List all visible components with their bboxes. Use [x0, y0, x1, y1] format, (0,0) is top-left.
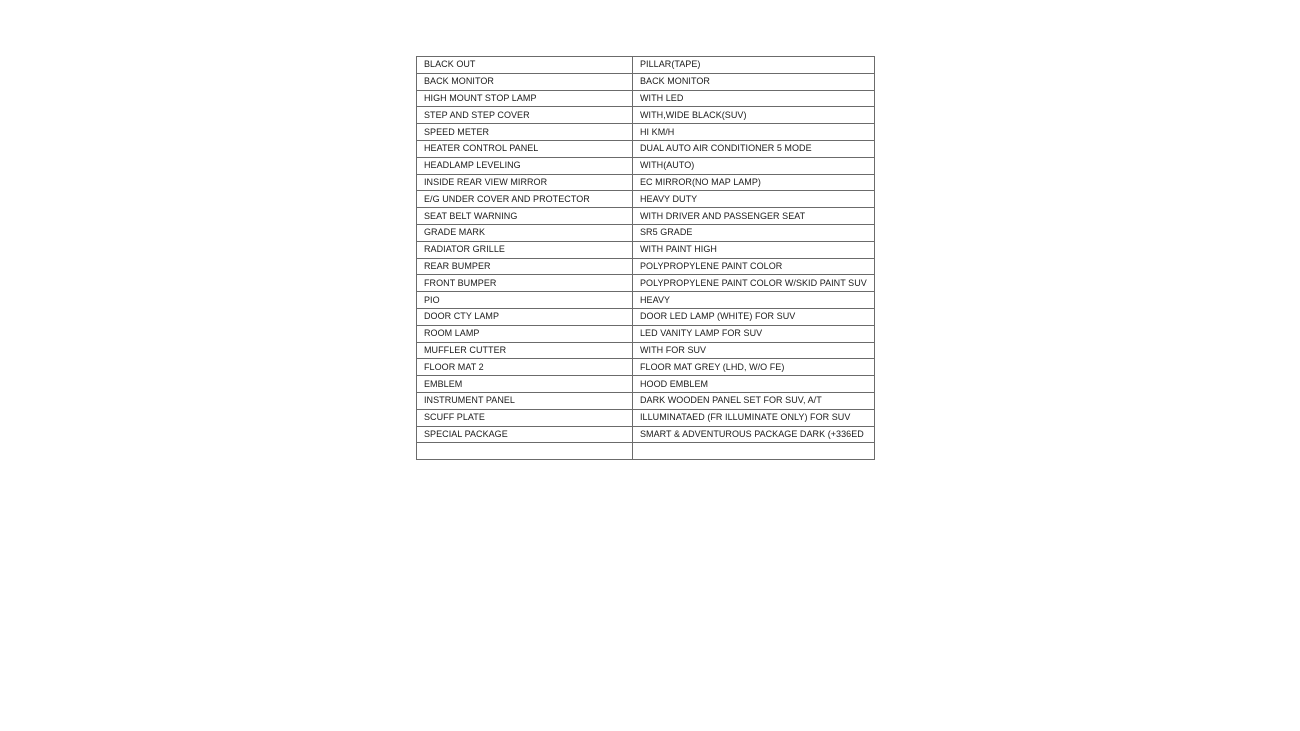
spec-cell: LED VANITY LAMP FOR SUV: [633, 325, 875, 342]
spec-cell: WITH FOR SUV: [633, 342, 875, 359]
item-cell: SPECIAL PACKAGE: [417, 426, 633, 443]
table-row: [417, 275, 875, 292]
table-row: [417, 191, 875, 208]
spec-cell: BACK MONITOR: [633, 73, 875, 90]
table-row: [417, 57, 875, 74]
spec-cell: HOOD EMBLEM: [633, 376, 875, 393]
item-cell: SPEED METER: [417, 124, 633, 141]
table-row: [417, 140, 875, 157]
table-row: [417, 392, 875, 409]
table-row: [417, 308, 875, 325]
spec-cell: WITH(AUTO): [633, 157, 875, 174]
item-cell: EMBLEM: [417, 376, 633, 393]
spec-cell: SR5 GRADE: [633, 224, 875, 241]
spec-cell: WITH DRIVER AND PASSENGER SEAT: [633, 208, 875, 225]
item-cell: RADIATOR GRILLE: [417, 241, 633, 258]
item-cell: ROOM LAMP: [417, 325, 633, 342]
spec-table: [416, 56, 875, 460]
spec-cell: WITH PAINT HIGH: [633, 241, 875, 258]
item-cell: FRONT BUMPER: [417, 275, 633, 292]
table-row: [417, 325, 875, 342]
item-cell: BLACK OUT: [417, 57, 633, 74]
spec-cell: DARK WOODEN PANEL SET FOR SUV, A/T: [633, 392, 875, 409]
table-row: [417, 342, 875, 359]
table-row: [417, 258, 875, 275]
table-row: [417, 174, 875, 191]
item-cell: HIGH MOUNT STOP LAMP: [417, 90, 633, 107]
spec-cell: EC MIRROR(NO MAP LAMP): [633, 174, 875, 191]
item-cell: REAR BUMPER: [417, 258, 633, 275]
spec-cell: HEAVY: [633, 292, 875, 309]
table-row: [417, 124, 875, 141]
table-row: [417, 409, 875, 426]
table-row: [417, 224, 875, 241]
spec-cell: ILLUMINATAED (FR ILLUMINATE ONLY) FOR SUV: [633, 409, 875, 426]
spec-cell: HEAVY DUTY: [633, 191, 875, 208]
item-cell: INSTRUMENT PANEL: [417, 392, 633, 409]
spec-cell: WITH,WIDE BLACK(SUV): [633, 107, 875, 124]
spec-cell: FLOOR MAT GREY (LHD, W/O FE): [633, 359, 875, 376]
table-row: [417, 73, 875, 90]
spec-cell: POLYPROPYLENE PAINT COLOR: [633, 258, 875, 275]
item-cell: INSIDE REAR VIEW MIRROR: [417, 174, 633, 191]
spec-cell: DUAL AUTO AIR CONDITIONER 5 MODE: [633, 140, 875, 157]
table-row: [417, 107, 875, 124]
spec-cell: HI KM/H: [633, 124, 875, 141]
table-row: [417, 241, 875, 258]
table-row: [417, 157, 875, 174]
item-cell: MUFFLER CUTTER: [417, 342, 633, 359]
item-cell: PIO: [417, 292, 633, 309]
spec-cell: DOOR LED LAMP (WHITE) FOR SUV: [633, 308, 875, 325]
spec-cell: SMART & ADVENTUROUS PACKAGE DARK (+336ED: [633, 426, 875, 443]
item-cell: SCUFF PLATE: [417, 409, 633, 426]
item-cell: [417, 443, 633, 460]
item-cell: STEP AND STEP COVER: [417, 107, 633, 124]
spec-cell: WITH LED: [633, 90, 875, 107]
item-cell: DOOR CTY LAMP: [417, 308, 633, 325]
item-cell: BACK MONITOR: [417, 73, 633, 90]
item-cell: FLOOR MAT 2: [417, 359, 633, 376]
table-row: [417, 90, 875, 107]
table-row: [417, 208, 875, 225]
item-cell: GRADE MARK: [417, 224, 633, 241]
item-cell: E/G UNDER COVER AND PROTECTOR: [417, 191, 633, 208]
item-cell: HEATER CONTROL PANEL: [417, 140, 633, 157]
table-row: [417, 426, 875, 443]
spec-cell: POLYPROPYLENE PAINT COLOR W/SKID PAINT SUV: [633, 275, 875, 292]
table-row-empty: [417, 443, 875, 460]
table-row: [417, 292, 875, 309]
spec-cell: PILLAR(TAPE): [633, 57, 875, 74]
spec-table-body: [417, 57, 875, 460]
table-row: [417, 359, 875, 376]
table-row: [417, 376, 875, 393]
item-cell: SEAT BELT WARNING: [417, 208, 633, 225]
spec-cell: [633, 443, 875, 460]
item-cell: HEADLAMP LEVELING: [417, 157, 633, 174]
